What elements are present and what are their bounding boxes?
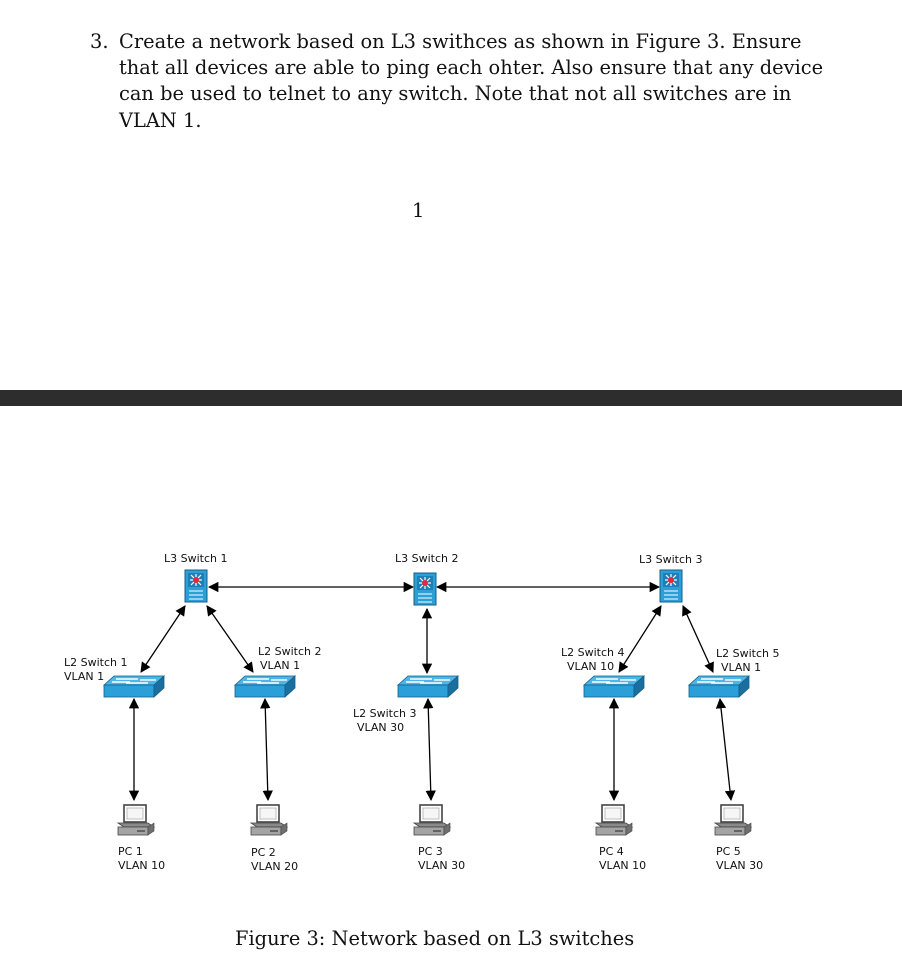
l2-switch-3-label: L2 Switch 3 [353, 707, 417, 720]
question-line-3: can be used to telnet to any switch. Note that not all switches are in [119, 82, 792, 105]
l2-switch-2-icon [235, 676, 295, 697]
link-l2sw5-pc5 [720, 699, 731, 800]
l2-switch-5-icon [689, 676, 749, 697]
pc-5-icon [715, 805, 751, 835]
l3-switch-3-label: L3 Switch 3 [639, 553, 703, 566]
l3-switch-2-icon [414, 573, 436, 605]
question-line-1: Create a network based on L3 swithces as shown in Figure 3. Ensure [119, 30, 802, 53]
l3-switch-1-label: L3 Switch 1 [164, 552, 228, 565]
l2-switch-4-vlan: VLAN 10 [567, 660, 615, 673]
figure-caption: Figure 3: Network based on L3 switches [235, 927, 635, 950]
l3-switch-3-icon [660, 570, 682, 602]
pc-4-label: PC 4 [599, 845, 624, 858]
l2-switch-2-label: L2 Switch 2 [258, 645, 322, 658]
l2-switch-4-icon [584, 676, 644, 697]
network-diagram [0, 406, 902, 926]
pc-5-vlan: VLAN 30 [716, 859, 764, 872]
pc-3-icon [414, 805, 450, 835]
link-l3sw1-l2sw1 [141, 606, 185, 672]
link-l3sw3-l2sw4 [619, 606, 661, 672]
pc-1-vlan: VLAN 10 [118, 859, 166, 872]
question-number: 3. [90, 30, 109, 53]
link-l3sw1-l2sw2 [207, 606, 253, 672]
l2-switch-3-icon [398, 676, 458, 697]
link-l2sw3-pc3 [428, 699, 431, 800]
question-line-2: that all devices are able to ping each ohter. Also ensure that any device [119, 56, 824, 79]
l2-switch-4-label: L2 Switch 4 [561, 646, 625, 659]
pc-2-icon [251, 805, 287, 835]
question-line-4: VLAN 1. [119, 109, 202, 132]
pc-5-label: PC 5 [716, 845, 741, 858]
pc-1-label: PC 1 [118, 845, 143, 858]
page-number: 1 [412, 199, 425, 222]
pc-4-vlan: VLAN 10 [599, 859, 647, 872]
pc-3-vlan: VLAN 30 [418, 859, 466, 872]
l2-switch-2-vlan: VLAN 1 [260, 659, 301, 672]
pc-1-icon [118, 805, 154, 835]
link-l2sw2-pc2 [265, 699, 268, 800]
l2-switch-3-vlan: VLAN 30 [357, 721, 405, 734]
l2-switch-1-label: L2 Switch 1 [64, 656, 128, 669]
pc-2-vlan: VLAN 20 [251, 860, 299, 873]
l2-switch-5-label: L2 Switch 5 [716, 647, 780, 660]
pc-4-icon [596, 805, 632, 835]
l3-switch-2-label: L3 Switch 2 [395, 552, 459, 565]
link-l3sw3-l2sw5 [683, 606, 713, 672]
l3-switch-1-icon [185, 570, 207, 602]
l2-switch-5-vlan: VLAN 1 [721, 661, 762, 674]
pc-2-label: PC 2 [251, 846, 276, 859]
l2-switch-1-vlan: VLAN 1 [64, 670, 105, 683]
pc-3-label: PC 3 [418, 845, 443, 858]
l2-switch-1-icon [104, 676, 164, 697]
page-separator [0, 390, 902, 406]
